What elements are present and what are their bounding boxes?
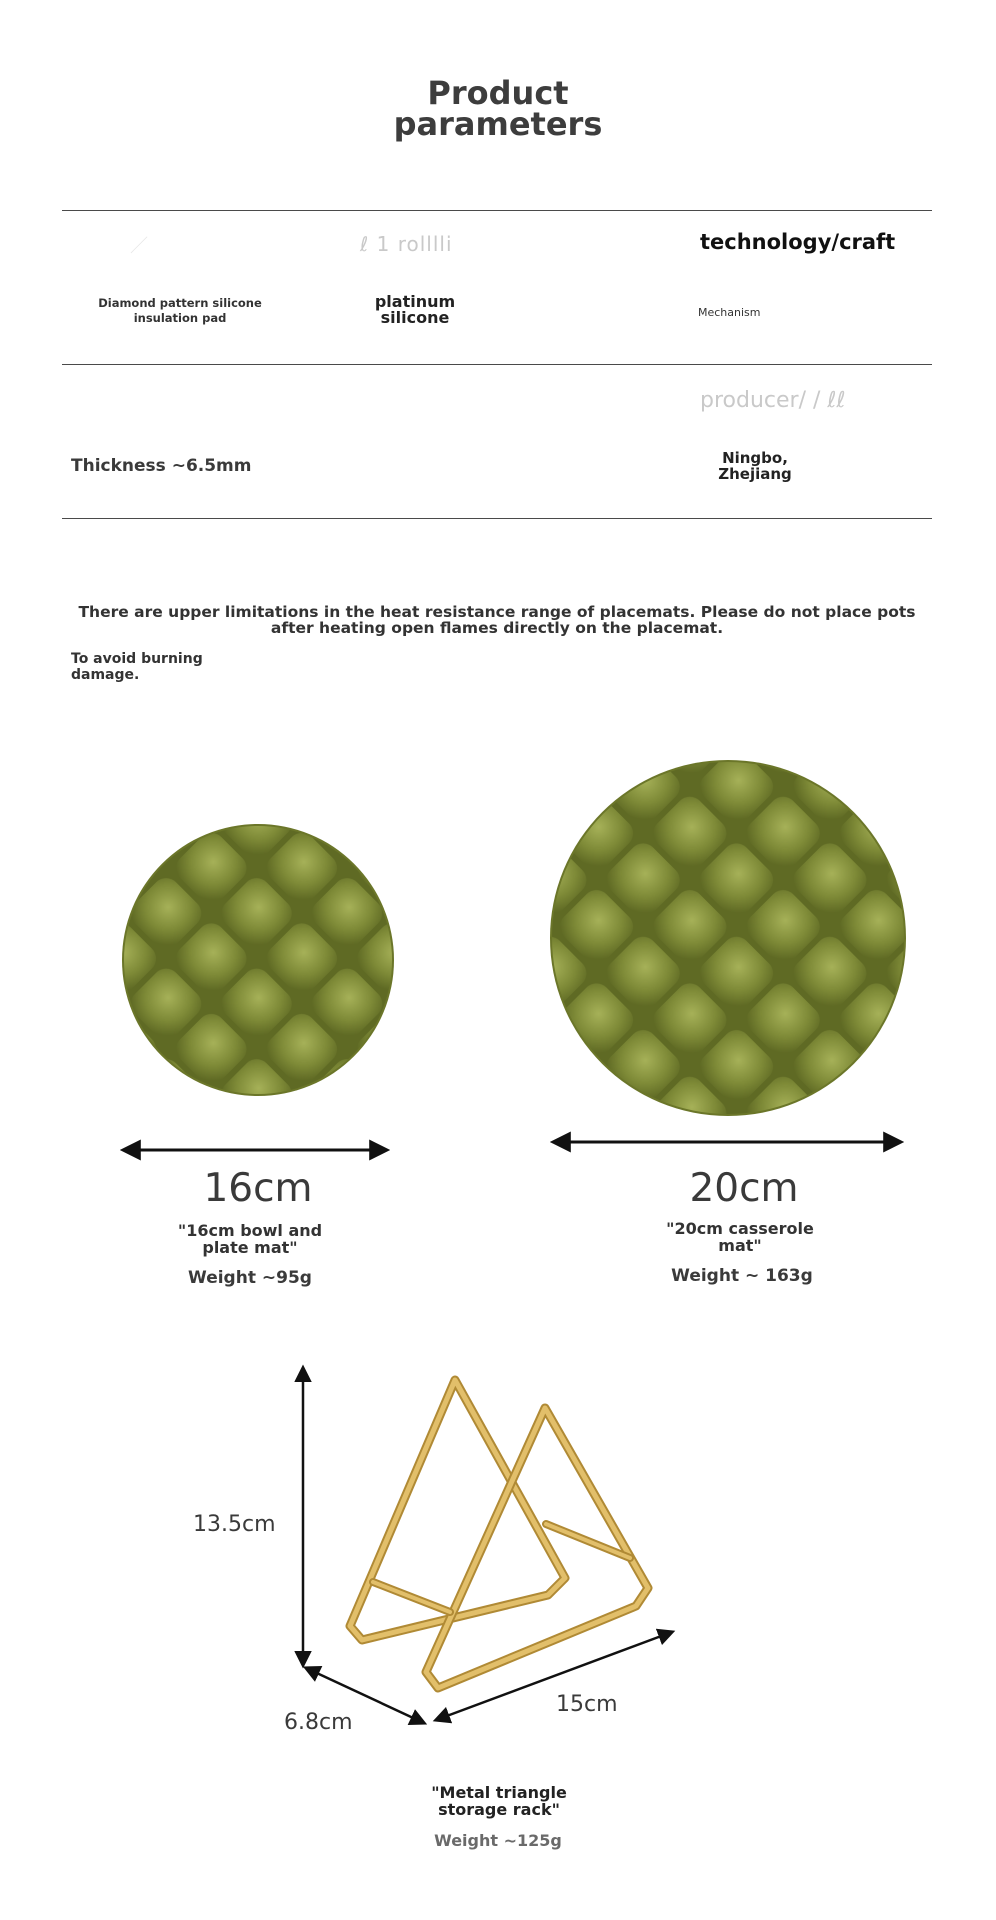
value-thickness: Thickness ~6.5mm — [71, 456, 252, 476]
rack-width-label: 15cm — [556, 1692, 618, 1717]
mat-16cm-size: 16cm — [203, 1166, 313, 1211]
header-technology: technology/craft — [700, 230, 896, 254]
header-material-faded: ℓ 1 rolllli — [360, 232, 453, 256]
header-name-faded: ／ — [130, 236, 148, 257]
heat-warning-note: There are upper limitations in the heat resistance range of placemats. Please do not place pots after heating open flames directly on the placemat. — [78, 603, 916, 637]
rack-caption: "Metal triangle storage rack" — [431, 1783, 567, 1819]
value-material: platinum silicone — [374, 292, 456, 327]
rack-height-label: 13.5cm — [193, 1512, 276, 1537]
header-producer-faded: producer/ / ℓℓ — [700, 388, 846, 413]
mat-20cm-caption: "20cm casserole mat" — [666, 1219, 814, 1255]
mat-16cm-image — [122, 824, 394, 1096]
page-title-line1: Product — [427, 74, 569, 112]
mat-20cm-weight: Weight ~ 163g — [671, 1266, 813, 1286]
rack-image — [350, 1380, 648, 1688]
mat-16cm-caption: "16cm bowl and plate mat" — [177, 1221, 323, 1257]
mat-20cm-size: 20cm — [689, 1166, 799, 1211]
mat-16cm-weight: Weight ~95g — [188, 1268, 312, 1288]
rack-depth-label: 6.8cm — [284, 1710, 353, 1735]
value-origin: Ningbo, Zhejiang — [718, 449, 792, 483]
value-mechanism: Mechanism — [698, 306, 761, 319]
rack-weight: Weight ~125g — [434, 1831, 562, 1850]
mat-20cm-image — [550, 760, 906, 1116]
burn-warning-note: To avoid burning damage. — [71, 651, 203, 683]
page-title-line2: parameters — [393, 105, 603, 143]
value-product-name: Diamond pattern silicone insulation pad — [98, 296, 262, 325]
